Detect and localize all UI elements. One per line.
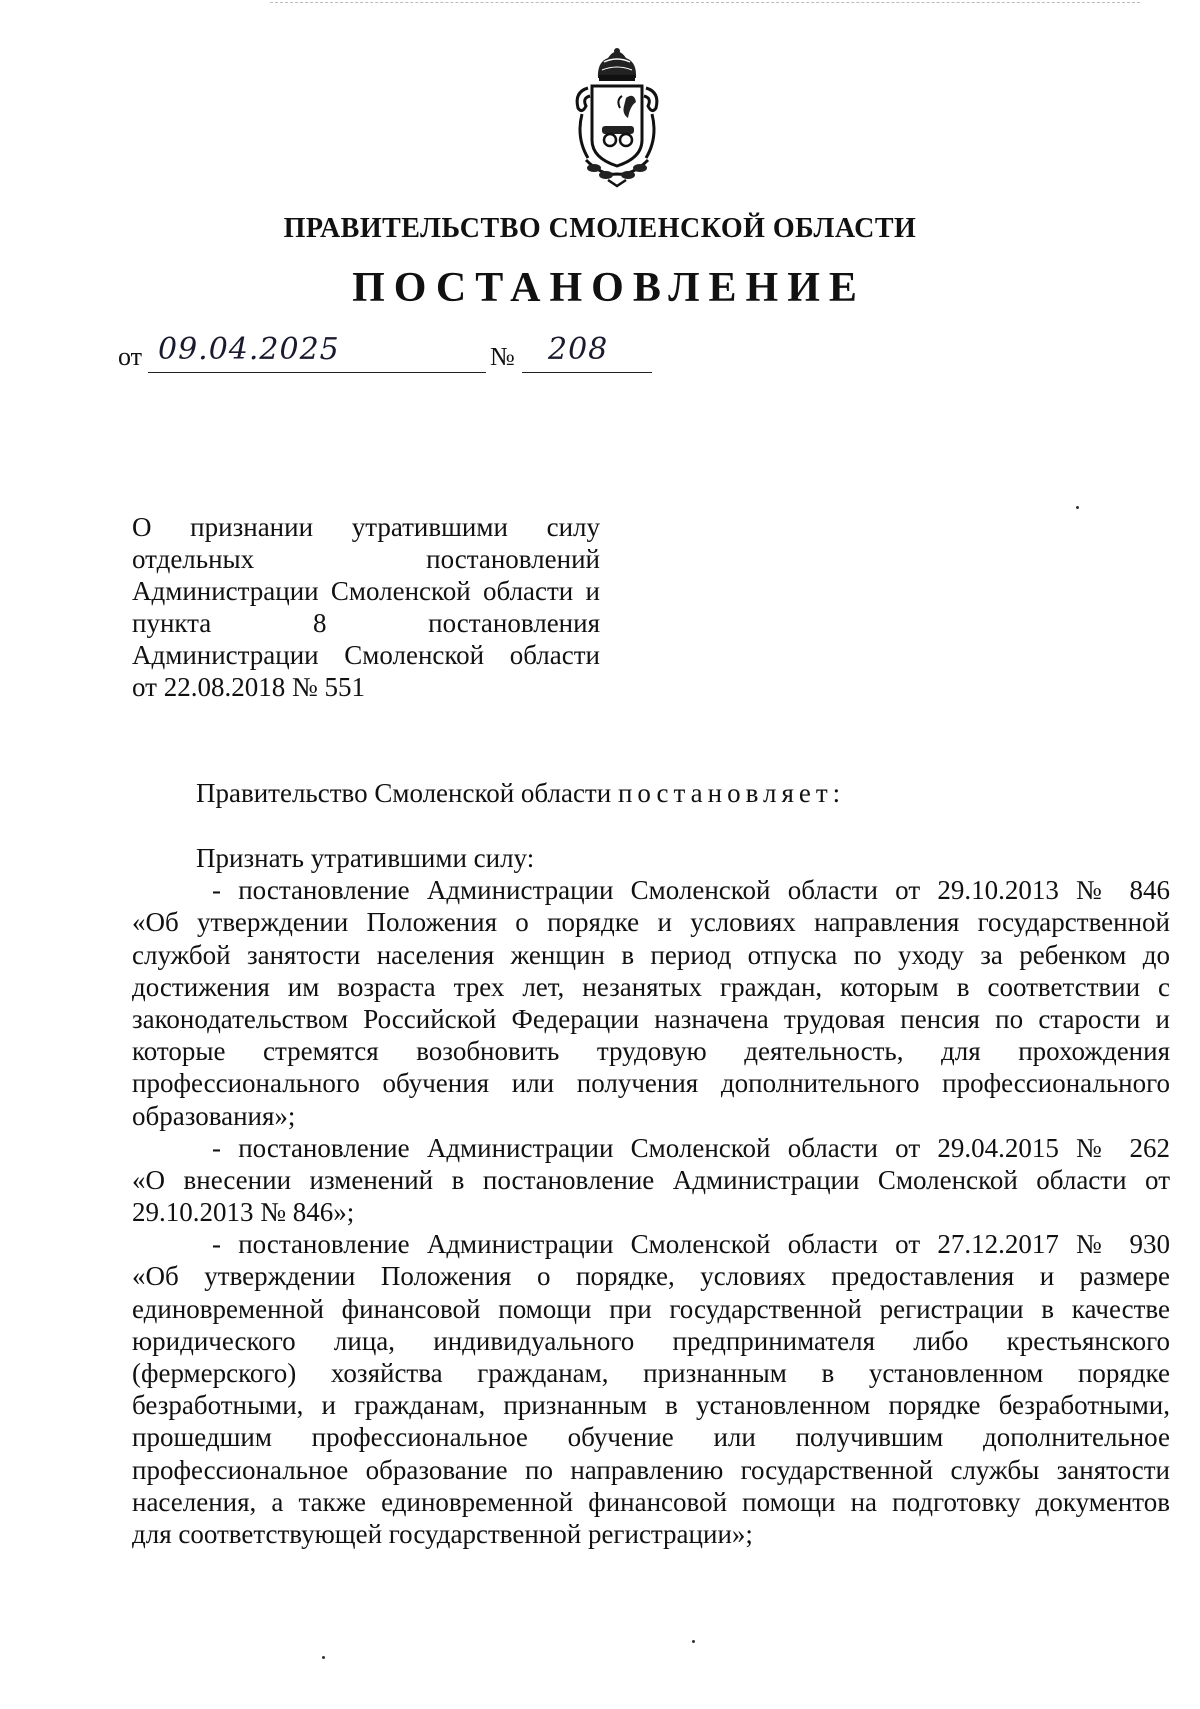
body-line: населения, а также единовременной финансовой помощи на подготовку документов — [132, 1486, 1170, 1517]
subject-line: Администрации Смоленской области — [132, 640, 600, 670]
body-line: для соответствующей государственной регистрации»; — [132, 1518, 753, 1549]
body-line: юридического лица, индивидуального предпринимателя либо крестьянского — [132, 1325, 1170, 1356]
document-body — [132, 842, 1170, 1550]
date-handwritten: 09.04.2025 — [158, 332, 340, 367]
subject-line: Администрации Смоленской области и — [132, 576, 600, 606]
scan-speck — [692, 1640, 695, 1643]
scan-edge-line — [270, 2, 1140, 3]
body-line: которые стремятся возобновить трудовую деятельность, для прохождения — [132, 1036, 1170, 1067]
document-subject — [132, 511, 600, 703]
preamble — [196, 778, 845, 809]
body-line: достижения им возраста трех лет, незанятых граждан, которым в соответствии с — [132, 971, 1170, 1002]
body-line: безработными, и гражданам, признанным в установленном порядке безработными, — [132, 1390, 1170, 1421]
date-number-line — [118, 332, 609, 376]
organization-title: ПРАВИТЕЛЬСТВО СМОЛЕНСКОЙ ОБЛАСТИ — [283, 213, 917, 244]
body-line: «О внесении изменений в постановление Администрации Смоленской области от — [132, 1164, 1170, 1195]
document-type-title: ПОСТАНОВЛЕНИЕ — [352, 265, 866, 311]
date-underline — [148, 372, 486, 373]
body-line: профессиональное образование по направлению государственной службы занятости — [132, 1454, 1170, 1485]
preamble-text: Правительство Смоленской области — [196, 778, 618, 808]
subject-line: пункта 8 постановления — [132, 608, 600, 638]
body-line: Признать утратившими силу: — [196, 843, 535, 873]
body-line: «Об утверждении Положения о порядке, условиях предоставления и размере — [132, 1261, 1170, 1292]
body-line: - постановление Администрации Смоленской области от 27.12.2017 № 930 — [212, 1229, 1170, 1260]
body-line: профессионального обучения или получения дополнительного профессионального — [132, 1068, 1170, 1099]
body-line: 29.10.2013 № 846»; — [132, 1197, 355, 1228]
date-prefix: от — [118, 342, 143, 371]
body-line: - постановление Администрации Смоленской области от 29.04.2015 № 262 — [212, 1132, 1170, 1163]
body-line: прошедшим профессиональное обучение или получившим дополнительное — [132, 1422, 1170, 1453]
body-line: образования»; — [132, 1100, 296, 1131]
subject-line: от 22.08.2018 № 551 — [132, 672, 365, 702]
number-underline — [522, 372, 652, 373]
body-line: единовременной финансовой помощи при государственной регистрации в качестве — [132, 1293, 1170, 1324]
scan-speck — [322, 1656, 325, 1659]
preamble-verb: постановляет: — [617, 778, 846, 808]
subject-line: О признании утратившими силу — [132, 512, 600, 542]
number-prefix: № — [490, 342, 515, 371]
scan-speck — [1076, 506, 1079, 509]
body-line: законодательством Российской Федерации назначена трудовая пенсия по старости и — [132, 1003, 1170, 1034]
body-line: (фермерского) хозяйства гражданам, признанным в установленном порядке — [132, 1358, 1170, 1388]
body-line: «Об утверждении Положения о порядке и условиях направления государственной — [132, 907, 1170, 938]
number-handwritten: 208 — [548, 332, 609, 367]
smolensk-coat-of-arms-icon — [568, 48, 666, 188]
body-line: - постановление Администрации Смоленской области от 29.10.2013 № 846 — [212, 875, 1170, 906]
subject-line: отдельных постановлений — [132, 544, 600, 574]
body-line: службой занятости населения женщин в период отпуска по уходу за ребенком до — [132, 939, 1170, 970]
